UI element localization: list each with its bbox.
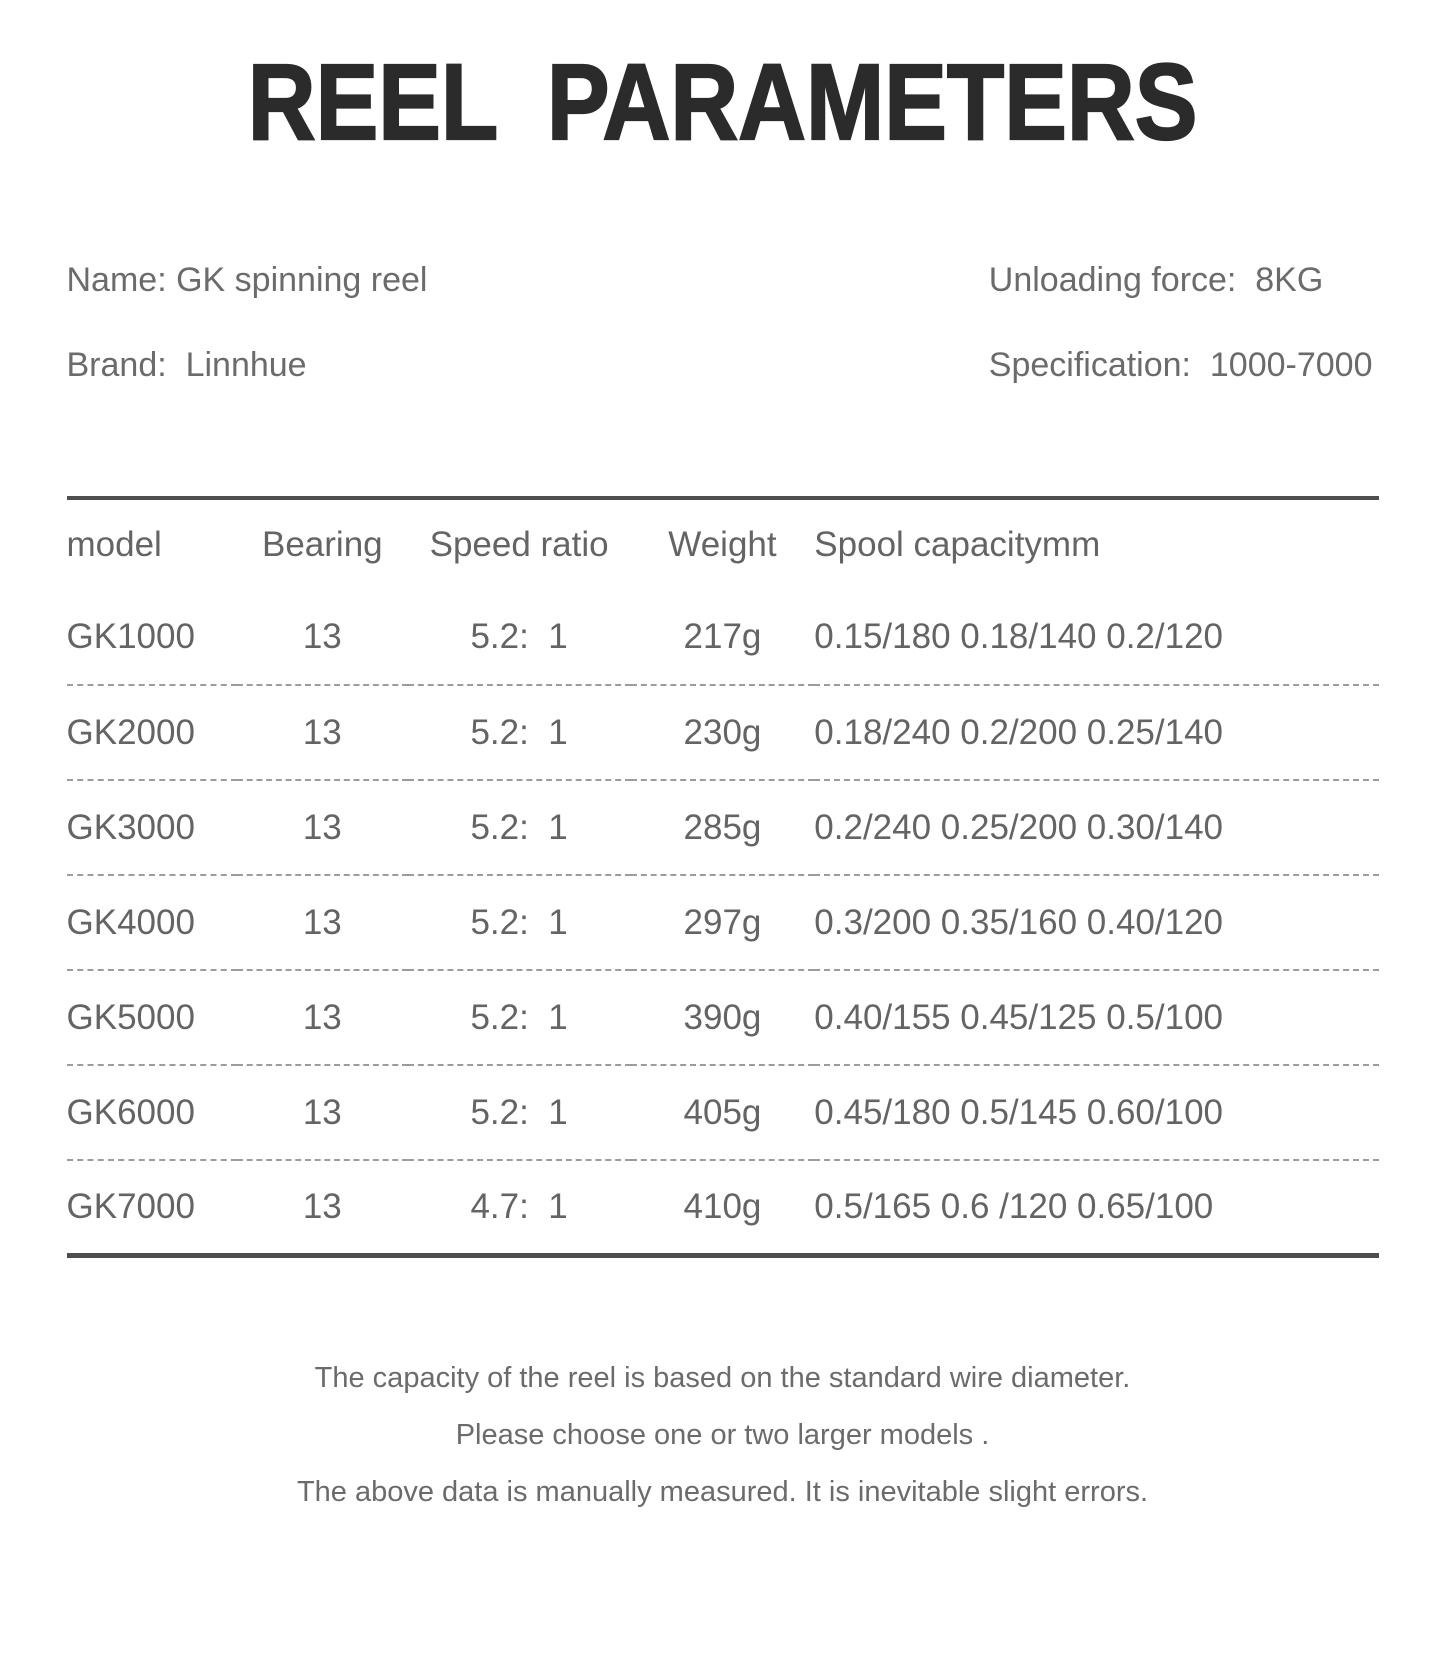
note-line: The capacity of the reel is based on the standard wire diameter. — [314, 1361, 1131, 1394]
page-title-text: REEL PARAMETERS — [247, 42, 1198, 163]
table-cell: 4.7: 1 — [470, 1186, 568, 1226]
table-cell: 0.40/155 0.45/125 0.5/100 — [814, 997, 1224, 1037]
column-header: Weight — [668, 525, 777, 565]
table-cell: 285g — [683, 807, 762, 847]
table-row — [67, 1065, 1379, 1160]
note-line: Please choose one or two larger models . — [455, 1418, 990, 1451]
product-name: Name: GK spinning reel — [66, 261, 428, 300]
product-info-right — [989, 260, 1379, 430]
table-cell: 5.2: 1 — [470, 712, 568, 752]
table-cell: GK6000 — [66, 1092, 195, 1132]
table-row — [67, 970, 1379, 1065]
table-cell: 13 — [302, 1186, 342, 1226]
parameters-table-head — [67, 498, 1379, 590]
table-cell: 0.2/240 0.25/200 0.30/140 — [814, 807, 1224, 847]
parameters-table-body — [67, 590, 1379, 1255]
table-cell: 13 — [302, 997, 342, 1037]
table-cell: GK2000 — [66, 712, 195, 752]
table-cell: 13 — [302, 902, 342, 942]
product-brand: Brand: Linnhue — [66, 346, 307, 385]
table-cell: 410g — [683, 1186, 762, 1226]
note-line: The above data is manually measured. It is inevitable slight errors. — [296, 1475, 1149, 1508]
table-cell: GK7000 — [66, 1186, 195, 1226]
specification-range: Specification: 1000-7000 — [988, 346, 1373, 385]
product-info-left — [67, 260, 428, 430]
column-header: Speed ratio — [429, 525, 609, 565]
table-cell: 0.5/165 0.6 /120 0.65/100 — [814, 1186, 1214, 1226]
footer-notes — [67, 1350, 1379, 1521]
table-cell: 0.15/180 0.18/140 0.2/120 — [814, 617, 1224, 657]
table-cell: 297g — [683, 902, 762, 942]
table-cell: 13 — [302, 617, 342, 657]
table-cell: 13 — [302, 712, 342, 752]
table-cell: 5.2: 1 — [470, 902, 568, 942]
table-cell: 5.2: 1 — [470, 997, 568, 1037]
table-cell: 13 — [302, 807, 342, 847]
page-title — [67, 42, 1379, 163]
table-cell: GK1000 — [66, 617, 195, 657]
table-cell: 5.2: 1 — [470, 807, 568, 847]
table-cell: GK5000 — [66, 997, 195, 1037]
column-header: model — [66, 525, 162, 565]
spec-sheet — [66, 42, 1379, 1521]
table-row — [67, 780, 1379, 875]
product-info — [67, 260, 1379, 430]
column-header: Spool capacitymm — [814, 525, 1101, 565]
table-cell: 217g — [683, 617, 762, 657]
table-cell: 5.2: 1 — [470, 617, 568, 657]
table-cell: 0.45/180 0.5/145 0.60/100 — [814, 1092, 1224, 1132]
parameters-table — [67, 496, 1379, 1258]
header-row — [67, 498, 1379, 590]
table-cell: GK4000 — [66, 902, 195, 942]
table-row — [67, 875, 1379, 970]
table-cell: GK3000 — [66, 807, 195, 847]
table-cell: 230g — [683, 712, 762, 752]
table-cell: 5.2: 1 — [470, 1092, 568, 1132]
table-cell: 390g — [683, 997, 762, 1037]
table-row — [67, 590, 1379, 685]
table-cell: 0.3/200 0.35/160 0.40/120 — [814, 902, 1224, 942]
unloading-force: Unloading force: 8KG — [988, 261, 1324, 300]
table-row — [67, 1160, 1379, 1255]
column-header: Bearing — [262, 525, 383, 565]
table-row — [67, 685, 1379, 780]
table-cell: 13 — [302, 1092, 342, 1132]
table-cell: 0.18/240 0.2/200 0.25/140 — [814, 712, 1224, 752]
table-cell: 405g — [683, 1092, 762, 1132]
